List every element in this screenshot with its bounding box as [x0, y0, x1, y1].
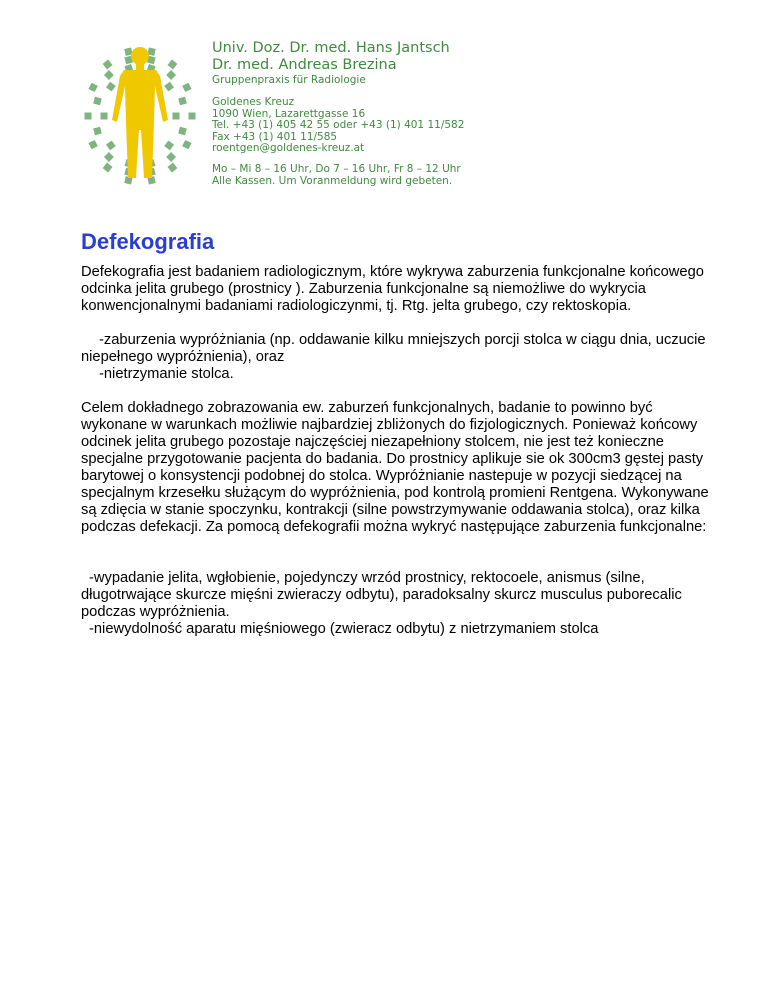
list-item: -nietrzymanie stolca.: [99, 366, 234, 382]
email-line: roentgen@goldenes-kreuz.at: [212, 142, 365, 155]
logo-tile: [103, 163, 113, 173]
opening-hours: Mo – Mi 8 – 16 Uhr, Do 7 – 16 Uhr, Fr 8 – 12 Uhr: [212, 162, 461, 175]
logo-tile: [168, 163, 178, 173]
logo-tile: [189, 113, 196, 120]
page-title: Defekografia: [81, 229, 215, 254]
appointment-note: Alle Kassen. Um Voranmeldung wird gebeten.: [212, 174, 453, 187]
intro-paragraph: Defekografia jest badaniem radiologicznym, które wykrywa zaburzenia funkcjonalne końcowego odcinka jelita grubego (prostnicy ). Zaburzenia funkcjonalne są niemożliwe do wykrycia konwencjonalnymi badaniami radiologiczynmi, tj. Rtg. jelta grubego, czy rektoskopia.: [81, 264, 704, 314]
list-item: -niewydolność aparatu mięśniowego (zwieracz odbytu) z nietrzymaniem stolca: [89, 621, 599, 637]
document-body: [81, 264, 721, 638]
logo-tile: [168, 59, 178, 69]
logo-tile: [106, 141, 116, 151]
letterhead: [212, 40, 652, 187]
logo-tile: [93, 127, 102, 136]
practice-name: Gruppenpraxis für Radiologie: [212, 74, 366, 86]
logo-tile: [93, 97, 102, 106]
logo-tile: [182, 140, 191, 149]
fax-line: Fax +43 (1) 401 11/585: [212, 130, 338, 143]
clinic-logo: [84, 38, 196, 186]
doctor-name: Univ. Doz. Dr. med. Hans Jantsch: [212, 40, 450, 56]
logo-tile: [164, 82, 174, 92]
logo-tile: [88, 140, 97, 149]
logo-tile: [182, 83, 191, 92]
logo-tile: [103, 59, 113, 69]
logo-tile: [106, 82, 116, 92]
indications-list: [81, 332, 721, 383]
logo-tile: [166, 70, 176, 80]
address-line: Goldenes Kreuz: [212, 96, 295, 108]
address-line: 1090 Wien, Lazarettgasse 16: [212, 107, 366, 120]
procedure-paragraph: Celem dokładnego zobrazowania ew. zaburzeń funkcjonalnych, badanie to powinno być wykonane w warunkach możliwie najbardziej zbliżonych do fizjologicznych. Ponieważ końcowy odcinek jelita grubego pozostaje najczęściej niezapełniony stolcem, nie jest też konieczne specjalne przygotowanie pacjenta do badania. Do prostnicy aplikuje sie ok 300cm3 gęstej pasty barytowej o konsystencji podobnej do stolca. Wypróżnianie nastepuje w pozycji siedzącej na specjalnym krzesełku służącym do wypróżnienia, pod kontrolą promieni Rentgena. Wykonywane są zdięcia w stanie spoczynku, kontrakcji (silne powstrzymywanie oddawania stolca), oraz kilka podczas defekacji. Za pomocą defekografii można wykryć następujące zaburzenia funkcjonalne:: [81, 400, 709, 535]
logo-tile: [166, 152, 176, 162]
logo-tile: [173, 113, 180, 120]
logo-tile: [88, 83, 97, 92]
findings-list: [81, 570, 721, 638]
logo-tile: [104, 152, 114, 162]
logo-tile: [164, 141, 174, 151]
human-figure-icon: [112, 47, 168, 178]
logo-tile: [104, 70, 114, 80]
logo-tile: [178, 127, 187, 136]
logo-tile: [101, 113, 108, 120]
list-item: -wypadanie jelita, wgłobienie, pojedynczy wrzód prostnicy, rektocoele, anismus (silne, długotrwające skurcze mięśni zwieraczy odbytu), paradoksalny skurcz musculus puborecalic podczas wypróżnienia.: [81, 570, 682, 620]
logo-tile: [178, 97, 187, 106]
logo-tile: [85, 113, 92, 120]
list-item: -zaburzenia wypróżniania (np. oddawanie kilku mniejszych porcji stolca w ciągu dnia, uczucie niepełnego wypróżnienia), oraz: [81, 332, 706, 365]
phone-line: Tel. +43 (1) 405 42 55 oder +43 (1) 401 11/582: [212, 119, 465, 132]
doctor-name: Dr. med. Andreas Brezina: [212, 57, 397, 73]
